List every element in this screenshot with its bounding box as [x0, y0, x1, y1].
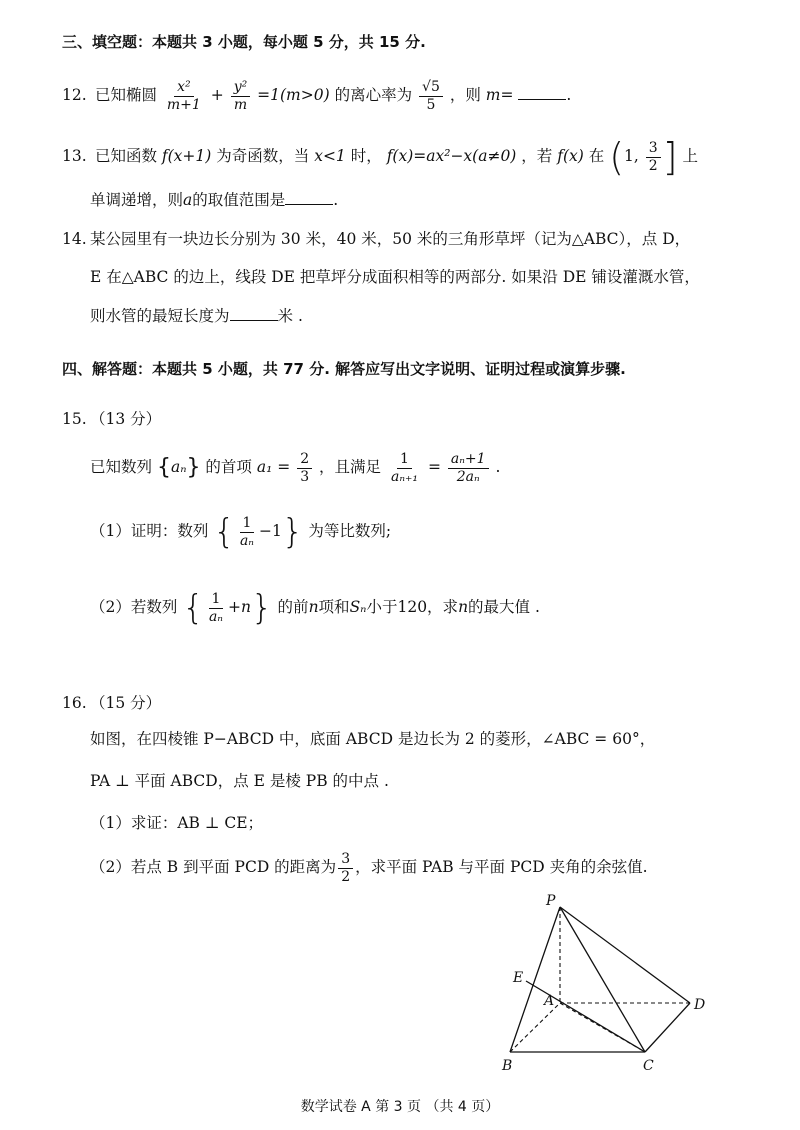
- pyramid-diagram: [480, 885, 730, 1080]
- question-14: 14. 某公园里有一块边长分别为 30 米，40 米，50 米的三角形草坪（记为△ABC），点 D，: [62, 230, 691, 248]
- answer-blank[interactable]: [230, 304, 278, 321]
- question-15-stem: 已知数列 {aₙ} 的首项 a₁ = $\frac{2}{3}$ ，且满足 $\frac{1}{\text{aₙ₊₁}}$ = $\frac{\text{aₙ+1}}{\text{2aₙ}}$ .: [90, 451, 501, 485]
- q15-a1-fraction: $\frac{2}{3}$: [297, 452, 312, 484]
- label-p: P: [546, 893, 556, 909]
- q12-text: 已知椭圆: [94, 86, 157, 105]
- q15-recurrence-left: $\frac{1}{\text{aₙ₊₁}}$: [391, 451, 419, 485]
- question-16-part1: （1）求证：AB ⊥ CE；: [90, 814, 264, 832]
- question-15-part1: （1）证明：数列 { $\frac{1}{\text{aₙ}}$ −1} 为等比数列;: [90, 512, 392, 553]
- label-a: A: [544, 993, 555, 1009]
- q12-number: 12.: [62, 86, 87, 105]
- question-14-line3: 则水管的最短长度为 米 .: [90, 304, 303, 327]
- label-c: C: [643, 1058, 654, 1074]
- q12-fraction-1: $\frac{\text{x²}}{m+1}$: [166, 79, 201, 113]
- edge-cd: [645, 1003, 690, 1052]
- question-16-part2: （2）若点 B 到平面 PCD 的距离为 $\frac{3}{2}$ ，求平面 PAB 与平面 PCD 夹角的余弦值.: [90, 851, 648, 885]
- page-footer: 数学试卷 A 第 3 页 （共 4 页）: [300, 1099, 500, 1115]
- q13-fraction: $\frac{3}{2}$: [646, 141, 661, 173]
- question-15-header: 15. （13 分）: [62, 410, 162, 428]
- q12-fraction-2: $\frac{\text{y²}}{m}$: [231, 80, 251, 112]
- question-16-header: 16. （15 分）: [62, 694, 162, 712]
- question-13: 13. 已知函数 f(x+1) 为奇函数，当 x<1 时， f(x)=ax²−x(a≠0) ，若 f(x) 在 (1, $\frac{3}{2}$ ] 上: [62, 135, 698, 180]
- section3-title: 三、填空题：本题共 3 小题，每小题 5 分，共 15 分.: [62, 33, 426, 51]
- question-16-line1: 如图，在四棱锥 P−ABCD 中，底面 ABCD 是边长为 2 的菱形，∠ABC = 60°，: [90, 730, 656, 748]
- answer-blank[interactable]: [518, 83, 566, 100]
- q16-distance-fraction: $\frac{3}{2}$: [338, 852, 353, 884]
- question-14-line2: E 在△ABC 的边上，线段 DE 把草坪分成面积相等的两部分. 如果沿 DE 铺设灌溉水管，: [90, 268, 700, 286]
- label-b: B: [502, 1058, 513, 1074]
- question-12: 12. 已知椭圆 $\frac{\text{x²}}{m+1}$ + $\frac{\text{y²}}{m}$ =1(m>0) 的离心率为 $\frac{√5}{5}$ ，则 m= .: [62, 79, 572, 113]
- q15-recurrence-right: $\frac{\text{aₙ+1}}{\text{2aₙ}}$: [448, 452, 489, 484]
- edge-pc: [560, 907, 645, 1052]
- label-d: D: [694, 997, 706, 1013]
- question-16-line2: PA ⊥ 平面 ABCD，点 E 是棱 PB 的中点 .: [90, 772, 389, 790]
- q12-eccentricity: $\frac{√5}{5}$: [419, 80, 443, 112]
- question-15-part2: （2）若数列 { $\frac{1}{\text{aₙ}}$ +n} 的前n项和Sₙ小于120，求n的最大值 .: [90, 588, 540, 629]
- edge-pd: [560, 907, 690, 1003]
- answer-blank[interactable]: [285, 188, 333, 205]
- question-13-line2: 单调递增，则a的取值范围是 .: [90, 188, 338, 211]
- edge-ba: [510, 1003, 560, 1052]
- q13-number: 13.: [62, 147, 87, 166]
- section4-title: 四、解答题：本题共 5 小题，共 77 分. 解答应写出文字说明、证明过程或演算步骤.: [62, 360, 626, 378]
- label-e: E: [513, 970, 524, 986]
